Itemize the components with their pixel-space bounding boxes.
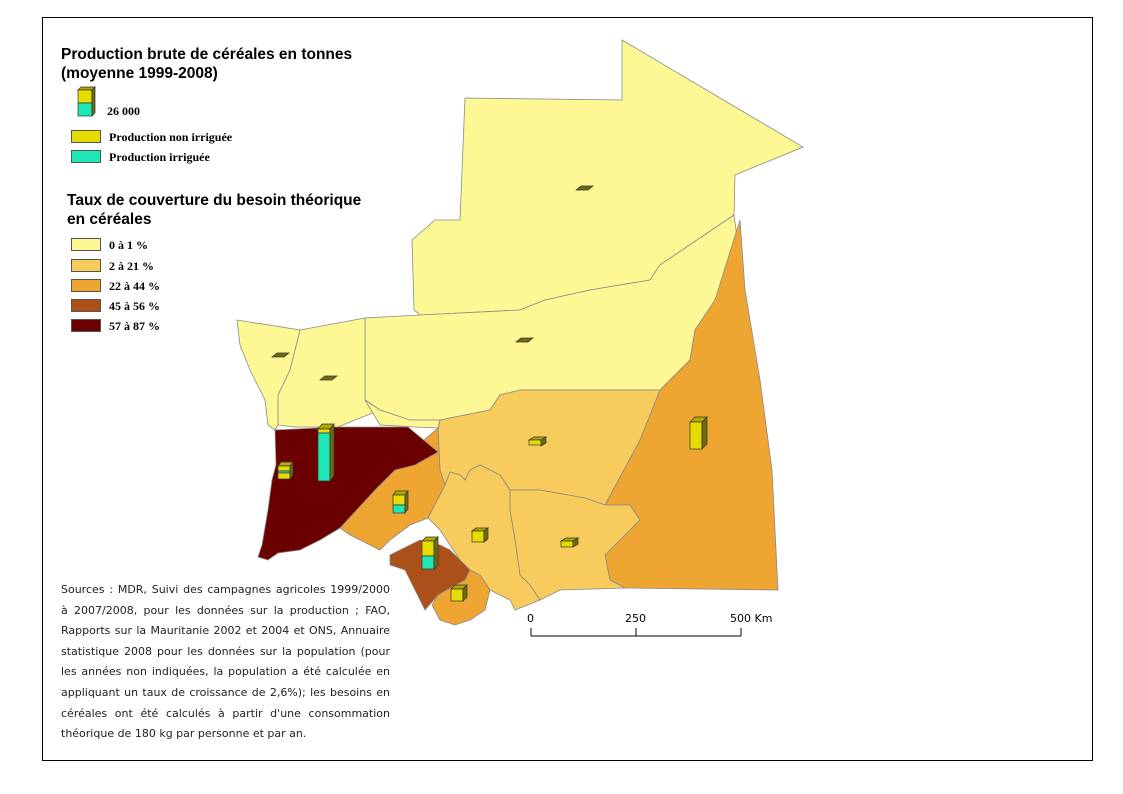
bar-hodh-el-gharbi [561,538,578,547]
production-legend-subtitle: (moyenne 1999-2008) [61,65,218,82]
coverage-class-label: 45 à 56 % [109,299,160,313]
legend-irrigated-label: Production irriguée [109,150,210,164]
legend-reference-value: 26 000 [107,104,140,118]
bar-hodh-ech-chargui [690,417,707,449]
swatch-class-1 [71,259,101,272]
swatch-non-irrigated [71,130,101,143]
coverage-class-label: 0 à 1 % [109,238,148,252]
bar-gorgol [422,537,438,569]
bar-trarza [318,424,334,481]
production-legend-title: Production brute de céréales en tonnes [61,46,353,63]
scale-bar [531,628,741,636]
coverage-legend-subtitle: en céréales [67,211,152,228]
coverage-class-label: 2 à 21 % [109,259,154,273]
swatch-irrigated [71,150,101,163]
bar-assaba [472,528,488,542]
coverage-class-label: 57 à 87 % [109,319,160,333]
legend-reference-bar [78,87,95,116]
swatch-class-3 [71,299,101,312]
coverage-legend-title: Taux de couverture du besoin théorique [67,192,362,209]
legend-non-irrigated-label: Production non irriguée [109,130,233,144]
region-tiris-zemmour [412,40,803,315]
coverage-class-label: 22 à 44 % [109,279,160,293]
bar-guidimaka [451,585,467,601]
bar-tagant [529,437,546,446]
swatch-class-2 [71,279,101,292]
scale-tick-500: 500 Km [730,612,773,625]
swatch-class-0 [71,238,101,251]
sources-text: Sources : MDR, Suivi des campagnes agricoles 1999/2000 à 2007/2008, pour les données sur la production ; FAO, Rapports sur la Mauritanie 2002 et 2004 et ONS, Annuaire statistique 2008 pour les données sur la population (pour les années non indiquées, la population a été calculée en appliquant un taux de croissance de 2,6%); les besoins en céréales ont été calculés à partir d'une consommation théorique de 180 kg par personne et par an. [61,583,390,741]
regions [237,40,803,625]
scale-tick-0: 0 [527,612,534,625]
bar-nouakchott [278,462,293,479]
scale-tick-250: 250 [625,612,646,625]
swatch-class-4 [71,319,101,332]
bar-brakna [393,491,408,513]
